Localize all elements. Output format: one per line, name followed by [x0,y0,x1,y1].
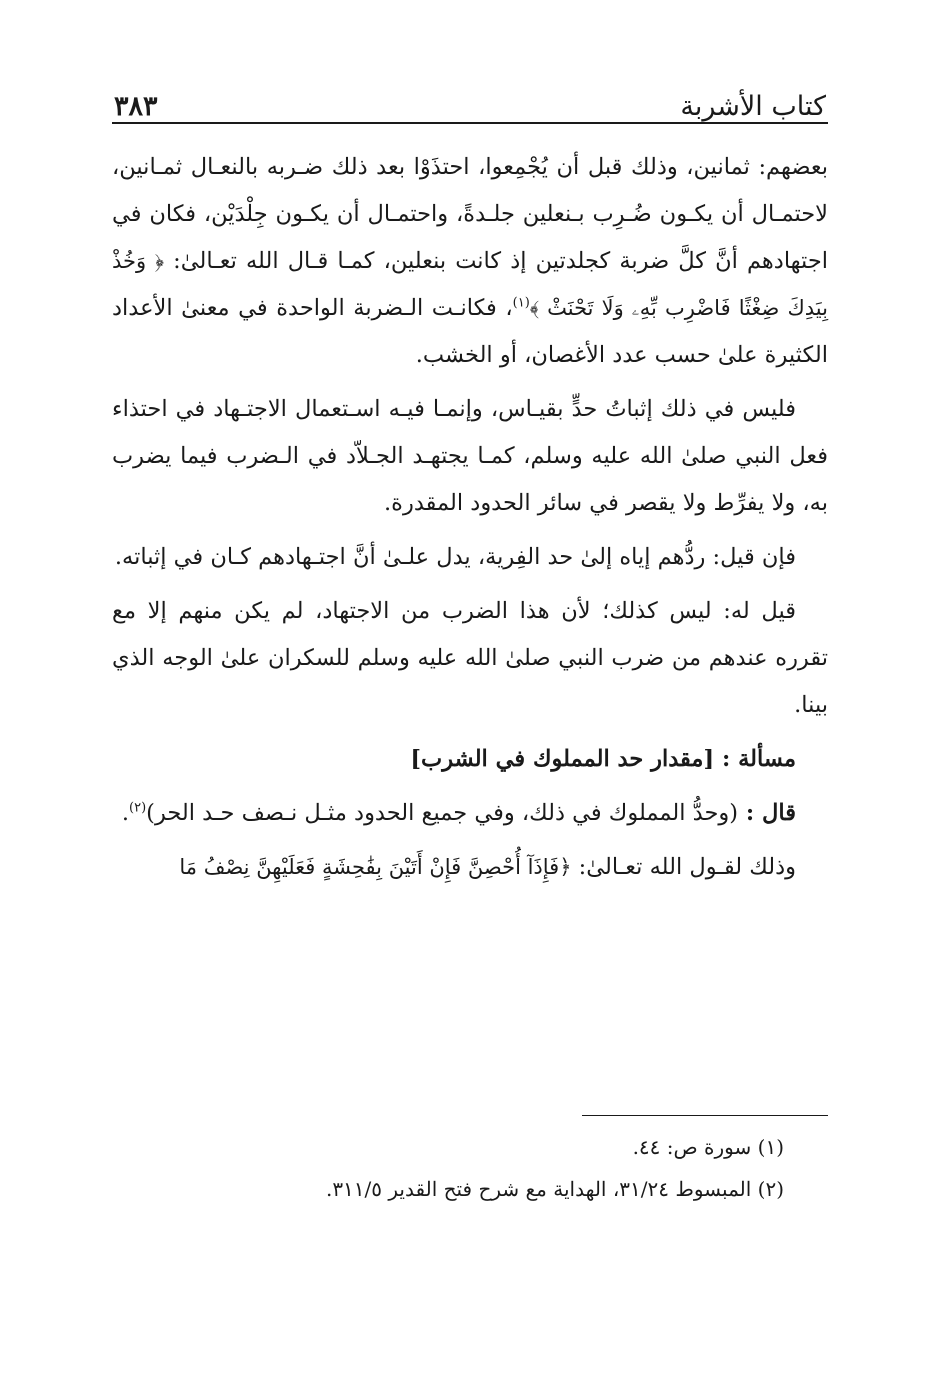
page [112,78,828,898]
header-rule [112,122,828,124]
quran-verse: ﴿فَإِذَآ أُحْصِنَّ فَإِنْ أَتَيْنَ بِفَٰحِشَةٍ فَعَلَيْهِنَّ نِصْفُ مَا [179,855,572,879]
paragraph [112,144,828,379]
paragraph-text: وذلك لقـول الله تعـالىٰ: [571,854,796,880]
paragraph-text: ، فكانـت الـضربة الواحدة في معنىٰ الأعداد الكثيرة علىٰ حسب عدد الأغصان، أو الخشب. [112,295,828,368]
paragraph [112,844,828,891]
paragraph: قيل له: ليس كذلك؛ لأن هذا الضرب من الاجتهاد، لم يكن منهم إلا مع تقرره عندهم من ضرب النبي صلىٰ الله عليه وسلم للسكران علىٰ الوجه الذي بينا. [112,598,828,718]
qala-text: (وحدُّ المملوك في ذلك، وفي جميع الحدود مثـل نـصف حـد الحر) [146,800,739,826]
masala-heading [112,736,828,783]
paragraph-text: . [121,800,130,826]
running-title: كتاب الأشربة [680,91,826,122]
paragraph: فإن قيل: ردُّهم إياه إلىٰ حد الفِرية، يدل علـىٰ أنَّ اجتـهادهم كـان في إثباته. [114,544,796,570]
paragraph [112,790,828,837]
quran-verse: ﴿ وَخُذْ بِيَدِكَ ضِغْثًا فَاضْرِب بِّهِۦ وَلَا تَحْنَثْ ﴾ [112,249,828,320]
footnote-ref: (٢) [129,800,147,816]
footnotes [112,1126,828,1210]
paragraph: فليس في ذلك إثباتُ حدٍّ بقيـاس، وإنمـا فيـه اسـتعمال الاجتـهاد في احتذاء فعل النبي صلىٰ الله عليه وسلم، كمـا يجتهـد الجـلاّد في الـضرب فيما يضرب به، ولا يفرِّط ولا يقصر في سائر الحدود المقدرة. [112,396,828,516]
footnote: (٢) المبسوط ٣١/٢٤، الهداية مع شرح فتح القدير ٣١١/٥. [325,1177,784,1201]
paragraph-text: بعضهم: ثمانين، وذلك قبل أن يُجْمِعوا، احتذَوْا بعد ذلك ضـربه بالنعـال ثمـانين، لاحتمـال أن يكـون ضُـرِب بـنعلين جلـدةً، واحتمـال أن يكـون جِلْدَيْن، فكان في اجتهادهم أنَّ كلَّ ضربة كجلدتين إذ كانت بنعلين، كمـا قـال الله تعـالىٰ: [112,154,828,274]
masala-label: مسألة : [714,746,796,772]
page-number: ٣٨٣ [114,91,158,122]
main-text [112,144,828,891]
footnote: (١) سورة ص: ٤٤. [632,1135,784,1159]
footnote-ref: (١) [512,295,530,311]
running-header [112,78,828,122]
qala-label: قال : [738,800,796,826]
masala-title: [مقدار حد المملوك في الشرب] [410,746,715,772]
footnote-rule [582,1115,828,1116]
